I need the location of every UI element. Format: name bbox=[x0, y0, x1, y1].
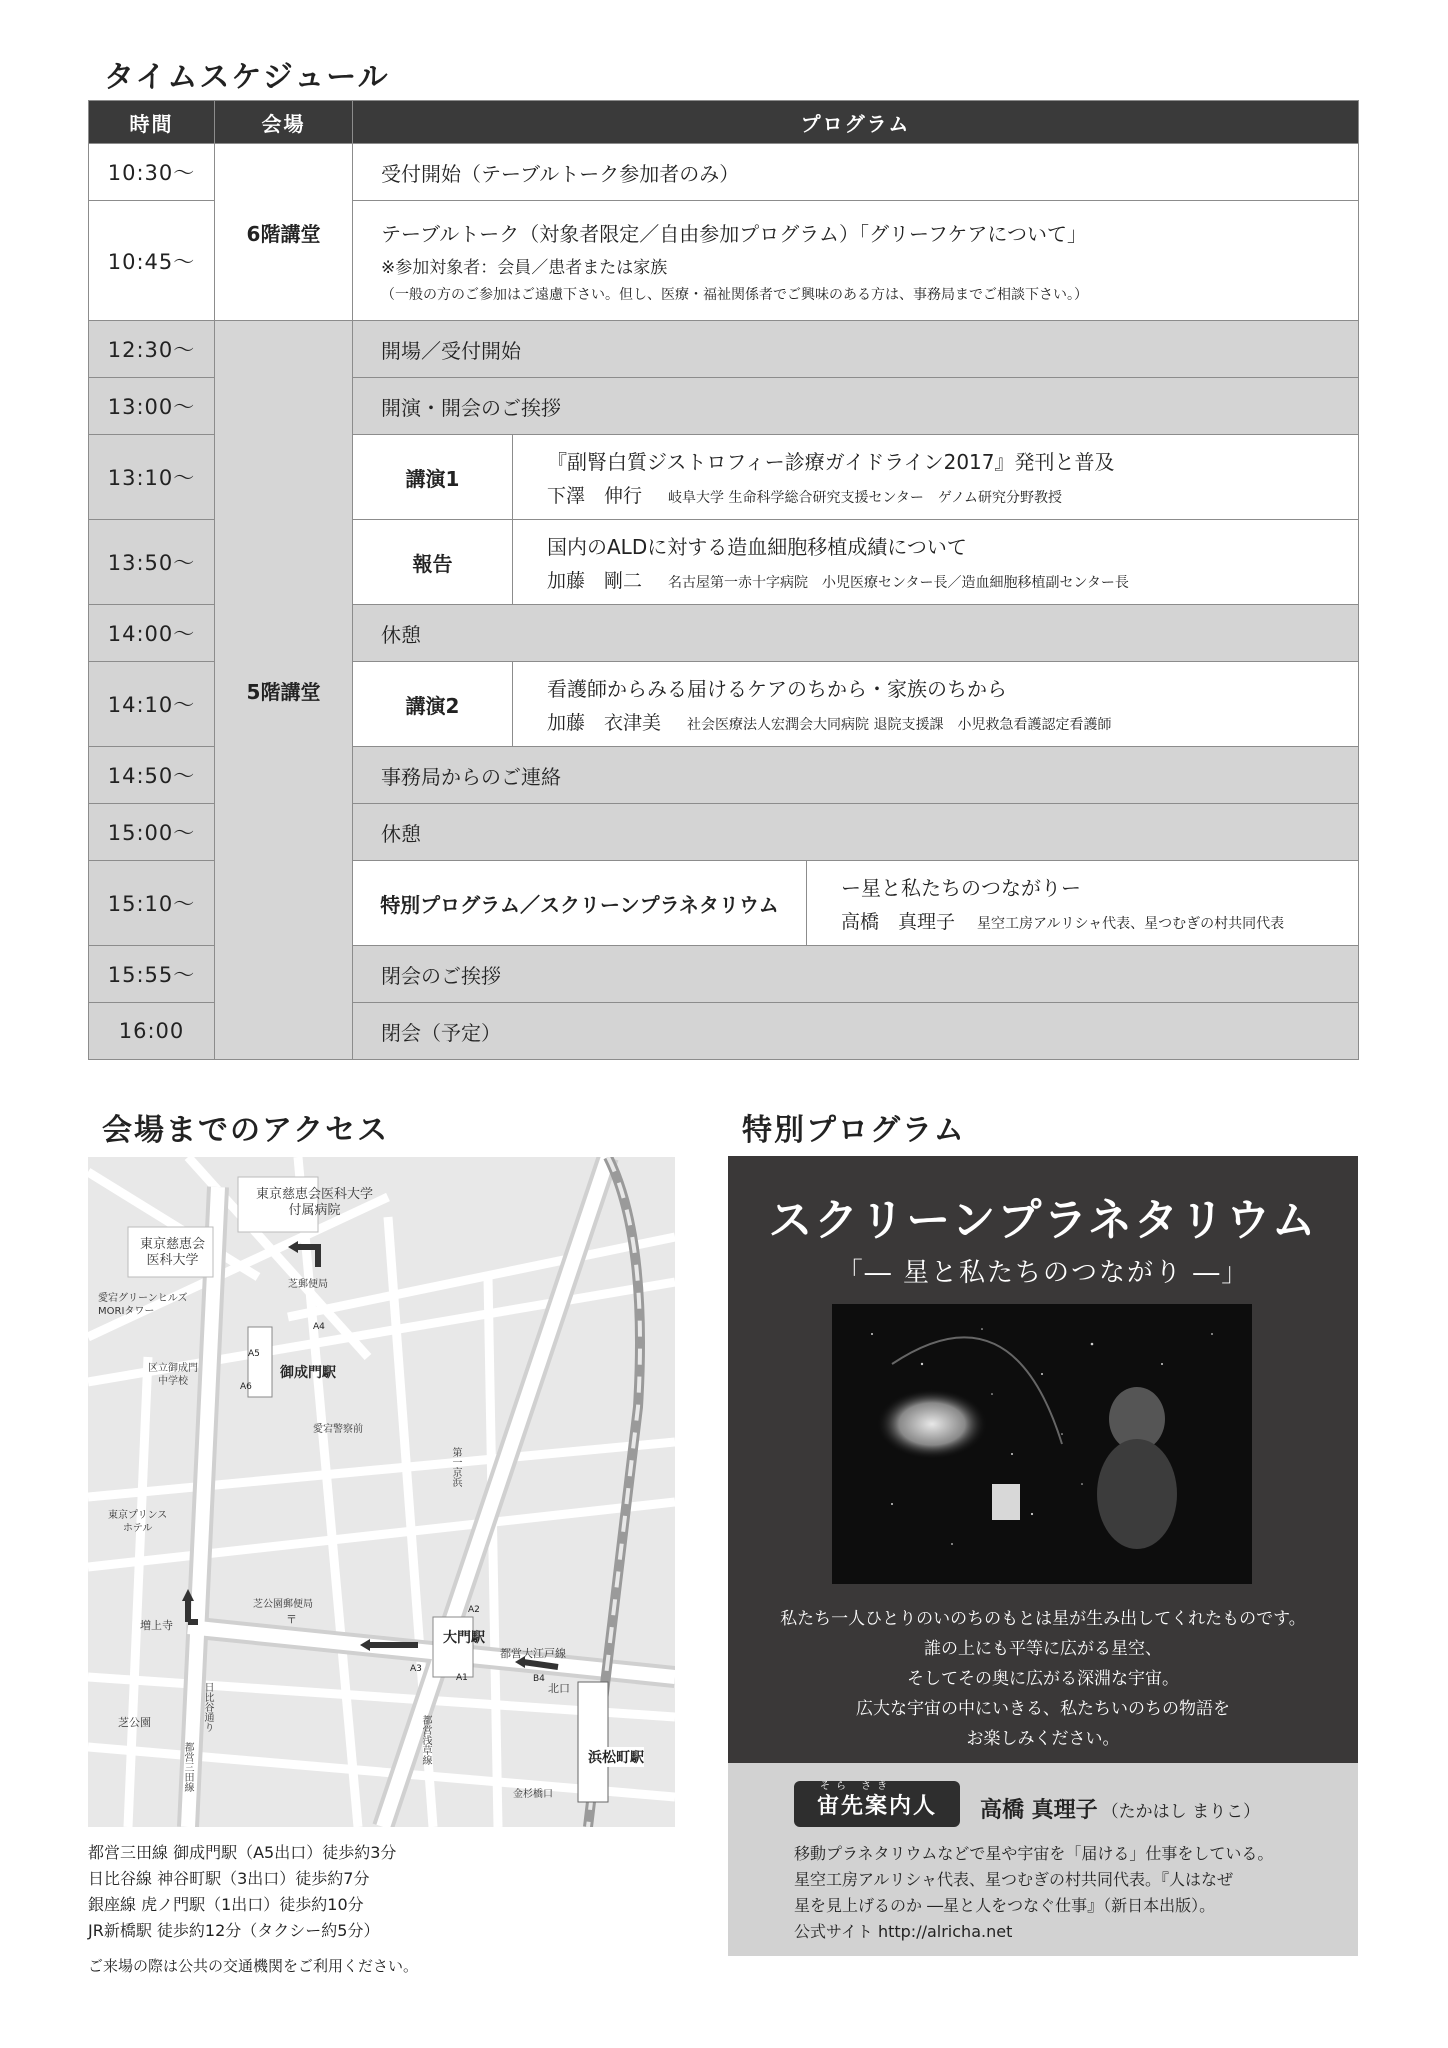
special-program-title: ー星と私たちのつながりー bbox=[841, 876, 1081, 900]
map-label-daiichi-keihin: 第一京浜 bbox=[450, 1447, 461, 1487]
bio-line: 公式サイト http://alricha.net bbox=[794, 1922, 1013, 1941]
talk-title: 国内のALDに対する造血細胞移植成績について bbox=[547, 535, 967, 559]
bio-line: 移動プラネタリウムなどで星や宇宙を「届ける」仕事をしている。 bbox=[794, 1844, 1274, 1863]
time-cell: 15:00〜 bbox=[89, 804, 215, 861]
venue-cell-5f: 5階講堂 bbox=[215, 321, 353, 1060]
guide-ruby: そら さき bbox=[820, 1781, 894, 1792]
table-row bbox=[89, 144, 1359, 201]
exit-label: B4 bbox=[533, 1674, 545, 1684]
program-sub: ※参加対象者：会員／患者または家族 bbox=[381, 257, 668, 278]
exit-label: A4 bbox=[313, 1322, 325, 1332]
speaker-name: 加藤 衣津美 bbox=[547, 712, 662, 734]
program-cell bbox=[353, 201, 1359, 321]
map-label-hamamatsucho: 浜松町駅 bbox=[588, 1747, 644, 1767]
program-cell: 事務局からのご連絡 bbox=[353, 747, 1359, 804]
map-label-kitaguchi: 北口 bbox=[548, 1682, 570, 1695]
special-program-panel bbox=[728, 1156, 1358, 1763]
description-line: 私たち一人ひとりのいのちのもとは星が生み出してくれたものです。 bbox=[780, 1609, 1306, 1629]
post-mark-icon: 〒 bbox=[286, 1613, 297, 1626]
map-label-shiba-park: 芝公園 bbox=[118, 1716, 151, 1729]
access-map bbox=[88, 1157, 675, 1827]
time-cell: 10:45〜 bbox=[89, 201, 215, 321]
col-program-header: プログラム bbox=[353, 101, 1359, 144]
talk-label: 講演1 bbox=[353, 435, 513, 520]
map-label-onarimon: 御成門駅 bbox=[280, 1365, 336, 1381]
map-label-mori-tower: 愛宕グリーンヒルズ MORIタワー bbox=[98, 1293, 188, 1317]
time-cell: 14:10〜 bbox=[89, 662, 215, 747]
planetarium-photo bbox=[832, 1304, 1252, 1584]
col-time-header: 時間 bbox=[89, 101, 215, 144]
speaker-name: 高橋 真理子 bbox=[841, 911, 956, 933]
direction-line: 都営三田線 御成門駅（A5出口）徒歩約3分 bbox=[88, 1843, 397, 1862]
talk-cell bbox=[513, 662, 1359, 747]
special-title: スクリーンプラネタリウム bbox=[768, 1195, 1318, 1246]
laptop-screen bbox=[992, 1484, 1020, 1520]
bio-line: 星空工房アルリシャ代表、星つむぎの村共同代表。『人はなぜ bbox=[794, 1870, 1234, 1889]
guide-bio bbox=[794, 1841, 1273, 1945]
program-cell: 閉会のご挨拶 bbox=[353, 946, 1359, 1003]
talk-person bbox=[513, 708, 1358, 735]
direction-line: 日比谷線 神谷町駅（3出口）徒歩約7分 bbox=[88, 1869, 370, 1888]
talk-cell bbox=[513, 520, 1359, 605]
map-label-hospital: 東京慈恵会医科大学 付属病院 bbox=[256, 1187, 374, 1218]
special-heading: 特別プログラム bbox=[742, 1113, 966, 1148]
guide-panel bbox=[728, 1763, 1358, 1956]
program-cell: 休憩 bbox=[353, 605, 1359, 662]
exit-label: A6 bbox=[240, 1382, 252, 1392]
direction-line: 銀座線 虎ノ門駅（1出口）徒歩約10分 bbox=[88, 1895, 364, 1914]
map-label-police: 愛宕警察前 bbox=[313, 1424, 363, 1435]
speaker-affiliation: 岐阜大学 生命科学総合研究支援センター ゲノム研究分野教授 bbox=[668, 490, 1062, 506]
description-line: 広大な宇宙の中にいきる、私たちいのちの物語を bbox=[856, 1699, 1230, 1719]
talk-label: 講演2 bbox=[353, 662, 513, 747]
map-label-zojoji: 増上寺 bbox=[140, 1619, 173, 1632]
time-cell: 13:10〜 bbox=[89, 435, 215, 520]
map-label-university: 東京慈恵会 医科大学 bbox=[140, 1237, 206, 1268]
speaker-name: 加藤 剛二 bbox=[547, 570, 643, 592]
schedule-table bbox=[88, 100, 1359, 1060]
description-line: 誰の上にも平等に広がる星空、 bbox=[924, 1639, 1162, 1659]
access-heading: 会場までのアクセス bbox=[102, 1113, 390, 1148]
special-program-cell bbox=[807, 861, 1359, 946]
map-label-shiba-post: 芝公園郵便局 bbox=[253, 1599, 313, 1610]
map-label-prince-hotel: 東京プリンス ホテル bbox=[108, 1510, 168, 1534]
speaker-affiliation: 社会医療法人宏潤会大同病院 退院支援課 小児救急看護認定看護師 bbox=[687, 717, 1112, 733]
map-label-oedo: 都営大江戸線 bbox=[500, 1647, 566, 1660]
time-cell: 13:50〜 bbox=[89, 520, 215, 605]
talk-title: 『副腎白質ジストロフィー診療ガイドライン2017』発刊と普及 bbox=[547, 450, 1115, 474]
exit-label: A5 bbox=[248, 1349, 260, 1359]
talk-person bbox=[513, 566, 1358, 593]
map-label-daimon: 大門駅 bbox=[443, 1630, 485, 1646]
time-cell: 14:50〜 bbox=[89, 747, 215, 804]
program-note: （一般の方のご参加はご遠慮下さい。但し、医療・福祉関係者でご興味のある方は、事務局までご相談下さい。） bbox=[381, 286, 1088, 303]
time-cell: 14:00〜 bbox=[89, 605, 215, 662]
map-label-mita-line: 都営三田線 bbox=[182, 1742, 193, 1792]
daimon-station-box bbox=[433, 1617, 473, 1677]
schedule-header-row bbox=[89, 101, 1359, 144]
special-subtitle: 「― 星と私たちのつながり ―」 bbox=[836, 1258, 1250, 1288]
time-cell: 12:30〜 bbox=[89, 321, 215, 378]
exit-label: A1 bbox=[456, 1673, 468, 1683]
speaker-affiliation: 星空工房アルリシャ代表、星つむぎの村共同代表 bbox=[977, 916, 1285, 932]
guide-kana: （たかはし まりこ） bbox=[1101, 1802, 1261, 1822]
time-cell: 15:10〜 bbox=[89, 861, 215, 946]
special-description bbox=[728, 1604, 1358, 1754]
col-venue-header: 会場 bbox=[215, 101, 353, 144]
guide-badge: 宙先案内人 bbox=[794, 1781, 960, 1827]
access-note: ご来場の際は公共の交通機関をご利用ください。 bbox=[88, 1957, 419, 1975]
program-title: テーブルトーク（対象者限定／自由参加プログラム）「グリーフケアについて」 bbox=[381, 221, 1087, 246]
venue-cell-6f: 6階講堂 bbox=[215, 144, 353, 321]
program-cell: 受付開始（テーブルトーク参加者のみ） bbox=[353, 144, 1359, 201]
time-cell: 13:00〜 bbox=[89, 378, 215, 435]
bio-line: 星を見上げるのか ―星と人をつなぐ仕事』（新日本出版）。 bbox=[794, 1896, 1216, 1915]
map-label-hibiya-dori: 日比谷通り bbox=[202, 1682, 213, 1732]
access-directions bbox=[88, 1840, 396, 1944]
speaker-affiliation: 名古屋第一赤十字病院 小児医療センター長／造血細胞移植副センター長 bbox=[668, 575, 1129, 591]
special-program-person bbox=[807, 907, 1358, 934]
talk-title: 看護師からみる届けるケアのちから・家族のちから bbox=[547, 677, 1007, 701]
nebula-image bbox=[877, 1389, 987, 1459]
map-label-school: 区立御成門 中学校 bbox=[148, 1363, 198, 1387]
map-label-kanasugi: 金杉橋口 bbox=[513, 1789, 553, 1800]
exit-label: A2 bbox=[468, 1605, 480, 1615]
talk-cell bbox=[513, 435, 1359, 520]
talk-label: 報告 bbox=[353, 520, 513, 605]
time-cell: 10:30〜 bbox=[89, 144, 215, 201]
program-cell: 閉会（予定） bbox=[353, 1003, 1359, 1060]
program-cell: 開演・開会のご挨拶 bbox=[353, 378, 1359, 435]
time-cell: 16:00 bbox=[89, 1003, 215, 1060]
map-label-post-office: 芝郵便局 bbox=[288, 1279, 328, 1290]
time-cell: 15:55〜 bbox=[89, 946, 215, 1003]
exit-label: A3 bbox=[410, 1664, 422, 1674]
program-cell: 休憩 bbox=[353, 804, 1359, 861]
hamamatsucho-station-box bbox=[578, 1682, 608, 1802]
table-row bbox=[89, 321, 1359, 378]
direction-line: JR新橋駅 徒歩約12分（タクシー約5分） bbox=[88, 1921, 380, 1940]
guide-name: 高橋 真理子 （たかはし まりこ） bbox=[980, 1798, 1261, 1823]
program-cell: 開場／受付開始 bbox=[353, 321, 1359, 378]
map-label-asakusa-line: 都営浅草線 bbox=[420, 1715, 431, 1765]
description-line: そしてその奥に広がる深淵な宇宙。 bbox=[907, 1669, 1179, 1689]
schedule-heading: タイムスケジュール bbox=[104, 60, 390, 95]
description-line: お楽しみください。 bbox=[966, 1729, 1120, 1749]
speaker-name: 下澤 伸行 bbox=[547, 485, 643, 507]
talk-person bbox=[513, 481, 1358, 508]
special-program-label: 特別プログラム／スクリーンプラネタリウム bbox=[353, 861, 807, 946]
